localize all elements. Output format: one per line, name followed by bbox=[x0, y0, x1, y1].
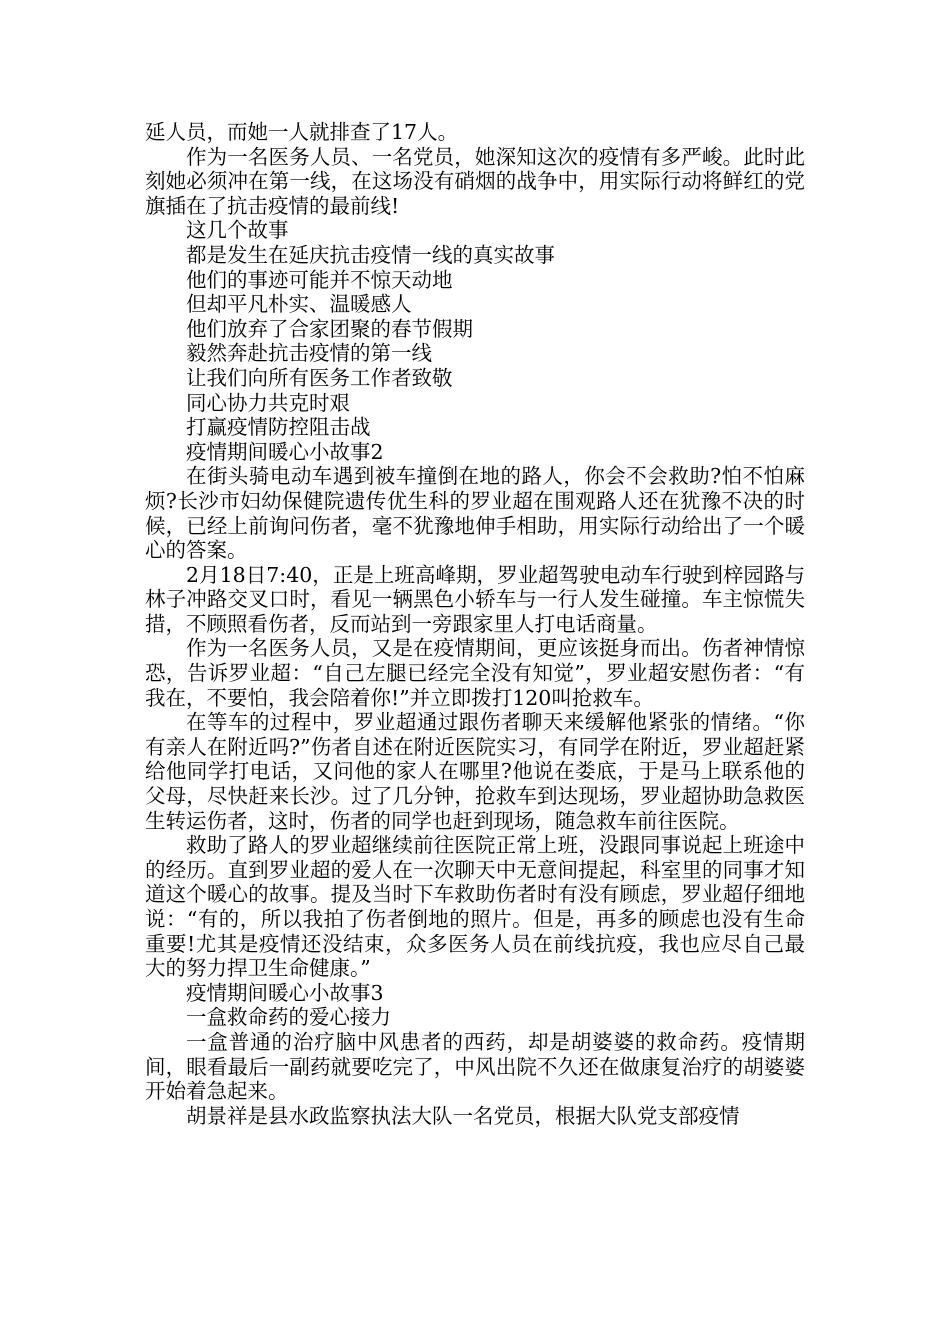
paragraph-2: 作为一名医务人员、一名党员，她深知这次的疫情有多严峻。此时此刻她必须冲在第一线，在这场没有硝烟的战争中，用实际行动将鲜红的党旗插在了抗击疫情的最前线! bbox=[145, 144, 805, 218]
paragraph-10: 同心协力共克时艰 bbox=[186, 390, 350, 415]
paragraph-5: 他们的事迹可能并不惊天动地 bbox=[186, 267, 453, 292]
paragraph-1: 延人员，而她一人就排查了17人。 bbox=[145, 120, 459, 144]
paragraph-14: 2月18日7:40，正是上班高峰期，罗业超驾驶电动车行驶到梓园路与林子冲路交叉口时，看见一辆黑色小轿车与一行人发生碰撞。车主惊慌失措，不顾照看伤者，反而站到一旁跟家里人打电话商量。 bbox=[145, 562, 805, 636]
document-body bbox=[145, 120, 805, 1128]
paragraph-7: 他们放弃了合家团聚的春节假期 bbox=[186, 316, 473, 341]
section-subheading: 一盒救命药的爱心接力 bbox=[186, 1005, 391, 1030]
paragraph-21: 胡景祥是县水政监察执法大队一名党员，根据大队党支部疫情 bbox=[186, 1103, 740, 1128]
paragraph-4: 都是发生在延庆抗击疫情一线的真实故事 bbox=[186, 242, 555, 267]
paragraph-11: 打赢疫情防控阻击战 bbox=[186, 415, 371, 440]
paragraph-6: 但却平凡朴实、温暖感人 bbox=[186, 292, 412, 317]
paragraph-8: 毅然奔赴抗击疫情的第一线 bbox=[186, 341, 432, 366]
paragraph-15: 作为一名医务人员，又是在疫情期间，更应该挺身而出。伤者神情惊恐，告诉罗业超：“自己左腿已经完全没有知觉”，罗业超安慰伤者：“有我在，不要怕，我会陪着你!”并立即拨打120叫抢救车。 bbox=[145, 636, 805, 710]
section-heading-story-3: 疫情期间暖心小故事3 bbox=[186, 980, 384, 1005]
paragraph-16: 在等车的过程中，罗业超通过跟伤者聊天来缓解他紧张的情绪。“你有亲人在附近吗?”伤者自述在附近医院实习，有同学在附近，罗业超赶紧给他同学打电话，又问他的家人在哪里?他说在娄底，于是马上联系他的父母，尽快赶来长沙。过了几分钟，抢救车到达现场，罗业超协助急救医生转运伤者，这时，伤者的同学也赶到现场，随急救车前往医院。 bbox=[145, 710, 805, 833]
paragraph-9: 让我们向所有医务工作者致敬 bbox=[186, 365, 453, 390]
paragraph-17: 救助了路人的罗业超继续前往医院正常上班，没跟同事说起上班途中的经历。直到罗业超的爱人在一次聊天中无意间提起，科室里的同事才知道这个暖心的故事。提及当时下车救助伤者时有没有顾虑，罗业超仔细地说：“有的，所以我拍了伤者倒地的照片。但是，再多的顾虑也没有生命重要!尤其是疫情还没结束，众多医务人员在前线抗疫，我也应尽自己最大的努力捍卫生命健康。” bbox=[145, 833, 805, 981]
paragraph-3: 这几个故事 bbox=[186, 218, 289, 243]
paragraph-13: 在街头骑电动车遇到被车撞倒在地的路人，你会不会救助?怕不怕麻烦?长沙市妇幼保健院遗传优生科的罗业超在围观路人还在犹豫不决的时候，已经上前询问伤者，毫不犹豫地伸手相助，用实际行动给出了一个暖心的答案。 bbox=[145, 464, 805, 563]
section-heading-story-2: 疫情期间暖心小故事2 bbox=[186, 439, 384, 464]
paragraph-20: 一盒普通的治疗脑中风患者的西药，却是胡婆婆的救命药。疫情期间，眼看最后一副药就要吃完了，中风出院不久还在做康复治疗的胡婆婆开始着急起来。 bbox=[145, 1029, 805, 1104]
